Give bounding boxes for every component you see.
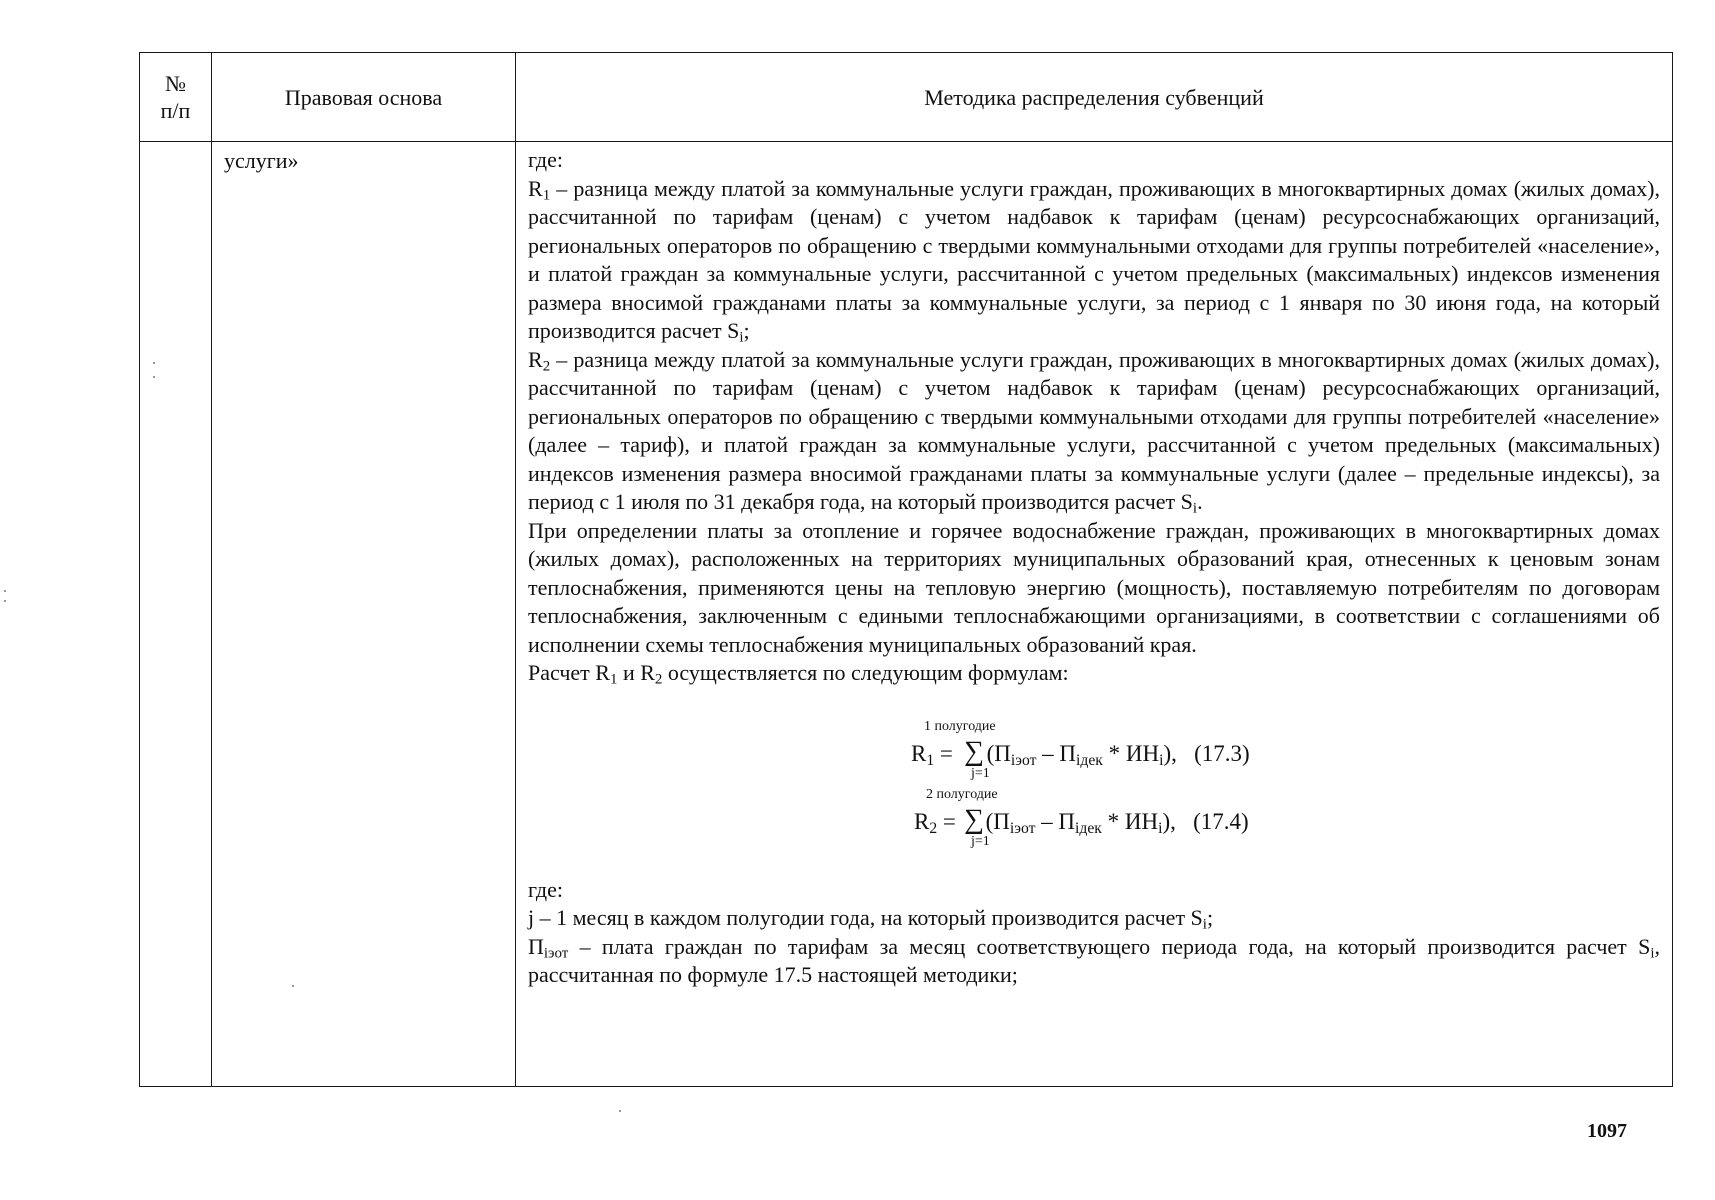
- formula1-lower-limit: j=1: [971, 765, 990, 781]
- sum-symbol: ∑: [964, 735, 984, 767]
- cell-number: [140, 142, 212, 1087]
- formula1-number: (17.3): [1194, 740, 1250, 766]
- header-legal-basis: Правовая основа: [212, 53, 516, 142]
- j-definition: j – 1 месяц в каждом полугодии года, на который производится расчет $S_i$;: [528, 905, 1214, 933]
- r1-definition: $R_1$ – разница между платой за коммунальные услуги граждан, проживающих в многоквартирных домах (жилых домах), рассчитанной по тарифам (ценам) с учетом надбавок к тарифам (ценам) ресурсоснабжающих организаций, региональных операторов по обращению с твердыми коммунальными отходами для группы потребителей «население», и платой граждан за коммунальные услуги, рассчитанной с учетом предельных (максимальных) индексов изменения размера вносимой гражданами платы за коммунальные услуги, за период с 1 января по 30 июня года, на который производится расчет $S_i$;: [528, 175, 1660, 346]
- cell-legal-basis: услуги»: [212, 142, 516, 1087]
- where-label: где:: [528, 876, 563, 902]
- cell-methodology: [516, 142, 1673, 1087]
- page-number: 1097: [1587, 1120, 1627, 1142]
- table-header-row: [140, 53, 1673, 142]
- formula2-lower-limit: j=1: [971, 833, 990, 849]
- formula2: $R_2 = (П_{iэот} - П_{iдек} * ИН_i)$, (17.4): [914, 808, 1249, 837]
- formula-block: [528, 706, 1660, 876]
- formula1-upper-limit: 1 полугодие: [924, 718, 996, 734]
- r2-definition: $R_2$ – разница между платой за коммунальные услуги граждан, проживающих в многоквартирных домах (жилых домах), рассчитанной по тарифам (ценам) с учетом надбавок к тарифам (ценам) ресурсоснабжающих организаций, региональных операторов по обращению с твердыми коммунальными отходами для группы потребителей «население» (далее – тариф), и платой граждан за коммунальные услуги, рассчитанной с учетом предельных (максимальных) индексов изменения размера вносимой гражданами платы за коммунальные услуги (далее – предельные индексы), за период с 1 июля по 31 декабря года, на который производится расчет $S_i$.: [528, 346, 1660, 517]
- where-label: где:: [528, 147, 563, 172]
- header-number: № п/п: [140, 53, 212, 142]
- sum-symbol: ∑: [964, 803, 984, 835]
- calc-intro: Расчет $R_1$ и $R_2$ осуществляется по следующим формулам:: [528, 660, 1069, 688]
- table-row: [140, 142, 1673, 1087]
- heating-paragraph: При определении платы за отопление и горячее водоснабжение граждан, проживающих в многоквартирных домах (жилых домах), расположенных на территориях муниципальных образований края, отнесенных к ценовым зонам теплоснабжения, применяются цены на тепловую энергию (мощность), поставляемую потребителям по договорам теплоснабжения, заключенным с едиными теплоснабжающими организациями, в соответствии с соглашениями об исполнении схемы теплоснабжения муниципальных образований края.: [528, 517, 1660, 657]
- header-methodology: Методика распределения субвенций: [516, 53, 1673, 142]
- p-definition: $П_{iэот}$ – плата граждан по тарифам за месяц соответствующего периода года, на который производится расчет $S_i$, рассчитанная по формуле 17.5 настоящей методики;: [528, 933, 1660, 987]
- formula2-upper-limit: 2 полугодие: [926, 786, 998, 802]
- formula1: $R_1 = (П_{iэот} - П_{iдек} * ИН_i)$, (17.3): [911, 740, 1250, 769]
- formula2-number: (17.4): [1193, 808, 1249, 834]
- subsidy-methodology-table: [139, 52, 1673, 1087]
